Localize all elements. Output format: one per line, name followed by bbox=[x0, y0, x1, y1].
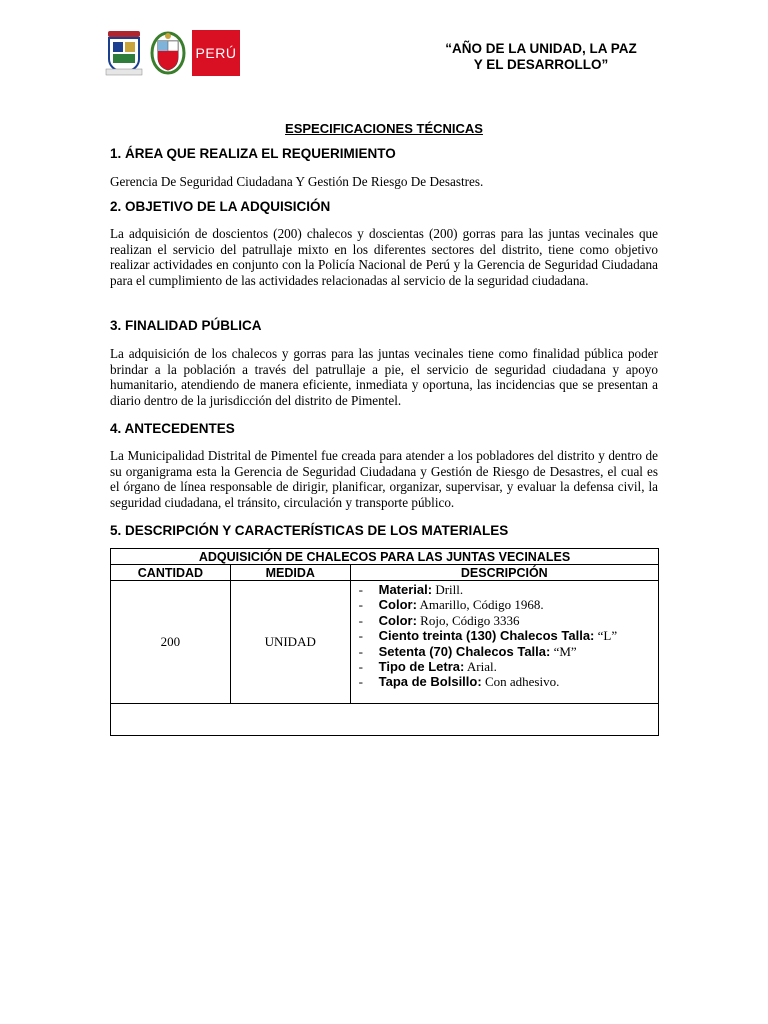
table-title: ADQUISICIÓN DE CHALECOS PARA LAS JUNTAS VECINALES bbox=[111, 549, 659, 565]
materials-table bbox=[110, 548, 659, 736]
list-item bbox=[357, 644, 654, 659]
table-header-row bbox=[111, 565, 659, 581]
table-row bbox=[111, 581, 659, 704]
table-title-row bbox=[111, 549, 659, 565]
list-dash: - bbox=[358, 643, 363, 659]
cell-descripcion bbox=[350, 581, 658, 704]
list-item bbox=[357, 582, 654, 597]
list-item bbox=[357, 597, 654, 612]
list-dash: - bbox=[358, 659, 363, 675]
spec-key: Color: bbox=[378, 612, 417, 628]
list-item bbox=[357, 628, 654, 643]
spec-key: Tipo de Letra: bbox=[378, 659, 465, 675]
section-4-heading: 4. ANTECEDENTES bbox=[110, 421, 235, 436]
list-dash: - bbox=[358, 674, 363, 690]
spec-value: “L” bbox=[594, 628, 618, 644]
list-dash: - bbox=[358, 597, 363, 613]
spec-key: Color: bbox=[378, 597, 417, 613]
spec-value: Con adhesivo. bbox=[481, 674, 560, 690]
section-3-text: La adquisición de los chalecos y gorras para las juntas vecinales tiene como finalidad pública poder brindar a la población a través del patrullaje a pie, el servicio de seguridad ciudadana y apoyo humanitario, atendiendo de manera eficiente, inmediata y oportuna, las incidencias que se presentan a diario dentro de la jurisdicción del distrito de Pimentel. bbox=[110, 346, 658, 408]
column-header-cantidad: CANTIDAD bbox=[111, 565, 231, 581]
header-logos bbox=[104, 28, 240, 78]
section-1-text: Gerencia De Seguridad Ciudadana Y Gestión De Riesgo De Desastres. bbox=[110, 174, 484, 189]
section-4-text: La Municipalidad Distrital de Pimentel fue creada para atender a los pobladores del distrito y dentro de su organigrama esta la Gerencia de Seguridad Ciudadana y Gestión de Riesgo de Desastres, el cual es el órgano de línea responsable de dirigir, planificar, organizar, supervisar, y evaluar la defensa civil, la seguridad ciudadana, el tránsito, circulación y transporte público. bbox=[110, 448, 658, 510]
motto-line-2: Y EL DESARROLLO” bbox=[473, 57, 609, 72]
list-dash: - bbox=[358, 628, 363, 644]
section-3-heading: 3. FINALIDAD PÚBLICA bbox=[110, 318, 262, 333]
cell-medida: UNIDAD bbox=[230, 581, 350, 704]
national-shield-icon bbox=[150, 31, 186, 75]
section-5-heading: 5. DESCRIPCIÓN Y CARACTERÍSTICAS DE LOS MATERIALES bbox=[110, 523, 509, 538]
column-header-descripcion: DESCRIPCIÓN bbox=[350, 565, 658, 581]
peru-brand-label: PERÚ bbox=[195, 45, 237, 61]
list-item bbox=[357, 674, 654, 689]
spec-key: Material: bbox=[378, 582, 433, 597]
list-dash: - bbox=[358, 612, 363, 628]
spec-key: Ciento treinta (130) Chalecos Talla: bbox=[378, 628, 595, 644]
section-2-heading: 2. OBJETIVO DE LA ADQUISICIÓN bbox=[110, 199, 331, 214]
list-item bbox=[357, 659, 654, 674]
peru-brand-logo bbox=[192, 30, 240, 76]
section-1-heading: 1. ÁREA QUE REALIZA EL REQUERIMIENTO bbox=[110, 146, 396, 161]
motto-line-1: “AÑO DE LA UNIDAD, LA PAZ bbox=[445, 41, 637, 56]
list-dash: - bbox=[358, 582, 363, 597]
column-header-medida: MEDIDA bbox=[230, 565, 350, 581]
spec-key: Tapa de Bolsillo: bbox=[378, 674, 482, 690]
cell-cantidad: 200 bbox=[111, 581, 231, 704]
spec-value: Rojo, Código 3336 bbox=[416, 612, 520, 628]
list-item bbox=[357, 613, 654, 628]
spec-key: Setenta (70) Chalecos Talla: bbox=[378, 643, 551, 659]
document-title: ESPECIFICACIONES TÉCNICAS bbox=[285, 121, 483, 136]
spec-value: “M” bbox=[550, 643, 577, 659]
spec-value: Drill. bbox=[432, 582, 464, 597]
year-motto bbox=[436, 41, 646, 73]
municipal-crest-icon bbox=[104, 29, 144, 77]
spec-value: Arial. bbox=[464, 659, 497, 675]
section-2-text: La adquisición de doscientos (200) chalecos y doscientas (200) gorras para las juntas vecinales que realizan el servicio del patrullaje mixto en los diferentes sectores del distrito, tiene como objetivo realizar actividades en conjunto con la Policía Nacional de Perú y la Gerencia de Seguridad Ciudadana para el cumplimiento de las actividades relacionadas al servicio de la seguridad ciudadana. bbox=[110, 226, 658, 288]
empty-cell bbox=[111, 704, 659, 736]
spec-list bbox=[357, 582, 654, 690]
empty-table-row bbox=[111, 704, 659, 736]
spec-value: Amarillo, Código 1968. bbox=[416, 597, 544, 613]
